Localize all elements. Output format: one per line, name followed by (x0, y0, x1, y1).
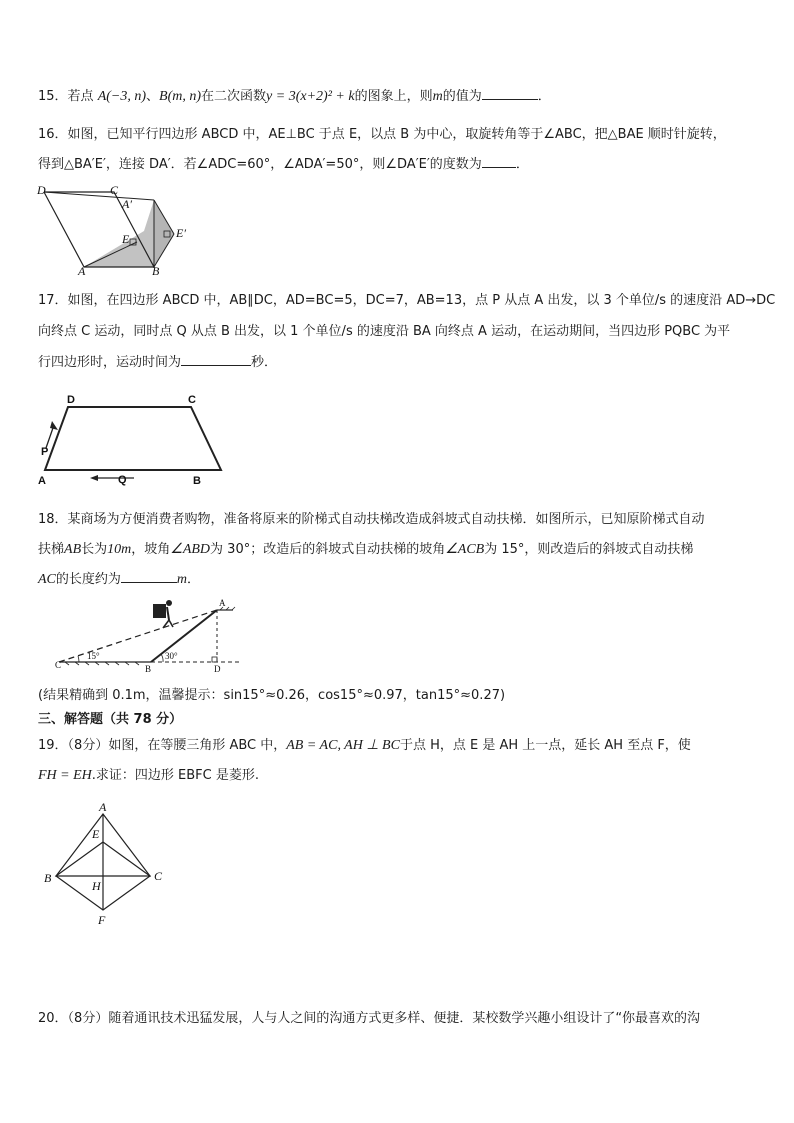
q19-text-c: .求证：四边形 EBFC 是菱形. (91, 768, 259, 783)
question-20-line-1: 20．（8分）随着通讯技术迅猛发展，人与人之间的沟通方式更多样、便捷．某校数学兴趣小组设计了“你最喜欢的沟 (38, 1011, 701, 1026)
q18-text-a: 扶梯 (38, 542, 65, 557)
q17-label-a: A (38, 475, 46, 487)
q18-text-d: 为 30°；改造后的斜坡式自动扶梯的坡角 (210, 542, 446, 557)
q19-label-c: C (154, 869, 163, 883)
q17-label-q: Q (118, 474, 127, 486)
question-18-line-2 (38, 536, 756, 564)
q19-label-e: E (92, 827, 100, 841)
q19-label-b: B (44, 871, 52, 885)
q18-wall-hatch-3 (232, 607, 235, 610)
question-16-line-2 (38, 151, 756, 179)
q18-label-c: C (55, 660, 62, 670)
q17-trapezoid (45, 407, 221, 470)
q18-hint: (结果精确到 0.1m，温馨提示：sin15°≈0.26，cos15°≈0.97，tan15°≈0.27) (38, 688, 506, 703)
q16-label-a: A (78, 264, 86, 278)
q16-label-e: E (122, 232, 130, 246)
q18-right-angle-d (212, 657, 217, 662)
q19-figure (40, 802, 180, 932)
q18-ab: AB (64, 542, 82, 557)
q18-label-b: B (145, 664, 152, 674)
question-17-line-3 (38, 349, 756, 377)
q18-line-ac (59, 610, 217, 662)
q18-label-30: 30° (165, 651, 178, 661)
q15-text-5: 的值为 (442, 89, 482, 104)
q17-label-d: D (67, 394, 75, 406)
q18-unit: m (176, 572, 188, 587)
q19-text-b: 于点 H，点 E 是 AH 上一点，延长 AH 至点 F，使 (399, 738, 691, 753)
q15-number: 15． (38, 89, 68, 104)
question-16-line-1: 16．如图，已知平行四边形 ABCD 中，AE⊥BC 于点 E，以点 B 为中心，取旋转角等于∠ABC，把△BAE 顺时针旋转， (38, 127, 726, 142)
q15-text-4: 的图象上，则 (354, 89, 433, 104)
question-18-line-3 (38, 566, 756, 594)
q18-end: ． (187, 572, 201, 587)
q18-arc-15 (78, 656, 79, 662)
q18-label-15: 15° (87, 651, 100, 661)
q16-label-a1: A′ (122, 197, 132, 211)
q16-text: 得到△BA′E′，连接 DA′．若∠ADC=60°，∠ADA′=50°，则∠DA′E′的度数为 (38, 157, 482, 172)
q18-label-d: D (214, 664, 221, 674)
q18-label-a: A (219, 598, 226, 608)
q19-equation: FH = EH (38, 768, 92, 783)
q18-arc-30 (161, 654, 163, 662)
q18-text-e: 为 15°，则改造后的斜坡式自动扶梯 (484, 542, 694, 557)
q15-end: ． (537, 89, 551, 104)
q15-text-1: 若点 (67, 89, 98, 104)
q17-end: 秒． (251, 355, 278, 370)
q18-text-f: 的长度约为 (55, 572, 121, 587)
q17-figure (36, 390, 216, 485)
q15-answer-blank[interactable] (482, 84, 538, 100)
q16-label-d: D (37, 183, 46, 197)
q18-angle-acb: ∠ACB (445, 542, 485, 557)
q19-label-h: H (92, 879, 101, 893)
q18-ac: AC (38, 572, 56, 587)
q16-line-da1 (44, 192, 154, 200)
q16-label-c: C (110, 183, 119, 197)
q19-label-f: F (98, 913, 106, 927)
q19-label-a: A (99, 800, 107, 814)
q16-end: ． (515, 157, 529, 172)
q18-answer-blank[interactable] (121, 567, 177, 583)
q16-label-b: B (152, 264, 160, 278)
q17-label-c: C (188, 394, 196, 406)
q17-arrowhead-q (90, 475, 98, 481)
question-19-line-1 (38, 732, 756, 760)
q17-text: 行四边形时，运动时间为 (38, 355, 182, 370)
q19-condition: AB = AC, AH ⊥ BC (286, 738, 400, 753)
question-17-line-2: 向终点 C 运动，同时点 Q 从点 B 出发，以 1 个单位/s 的速度沿 BA 向终点 A 运动，在运动期间，当四边形 PQBC 为平 (38, 324, 731, 339)
q15-text-2: 、 (146, 89, 160, 104)
q19-text-a: 19．（8分）如图，在等腰三角形 ABC 中， (38, 738, 287, 753)
q15-point-a: A(−3, n) (97, 89, 147, 104)
section-heading: 三、解答题（共 78 分） (38, 712, 183, 727)
q18-figure (55, 598, 255, 678)
q18-person-icon (153, 600, 173, 628)
q16-label-e1: E′ (176, 226, 186, 240)
q18-text-b: 长为 (81, 542, 108, 557)
q18-angle-abd: ∠ABD (170, 542, 211, 557)
question-15 (38, 83, 756, 111)
q16-figure (34, 182, 194, 282)
q15-text-3: 在二次函数 (201, 89, 267, 104)
q15-function: y = 3(x+2)² + k (266, 89, 355, 104)
q16-answer-blank[interactable] (482, 152, 516, 168)
question-18-line-1: 18．某商场为方便消费者购物，准备将原来的阶梯式自动扶梯改造成斜坡式自动扶梯．如图所示，已知原阶梯式自动 (38, 512, 705, 527)
q15-var: m (432, 89, 443, 104)
q18-length: 10m (107, 542, 132, 557)
q17-answer-blank[interactable] (181, 350, 251, 366)
q17-arrowhead-p (50, 421, 58, 430)
q17-label-b: B (193, 475, 201, 487)
q18-text-c: ，坡角 (131, 542, 171, 557)
question-19-line-2 (38, 762, 756, 790)
q17-label-p: P (41, 446, 49, 458)
q15-point-b: B(m, n) (159, 89, 202, 104)
q16-shaded-region (84, 200, 154, 267)
question-17-line-1: 17．如图，在四边形 ABCD 中，AB∥DC，AD=BC=5，DC=7，AB=13，点 P 从点 A 出发，以 3 个单位/s 的速度沿 AD→DC (38, 293, 776, 308)
